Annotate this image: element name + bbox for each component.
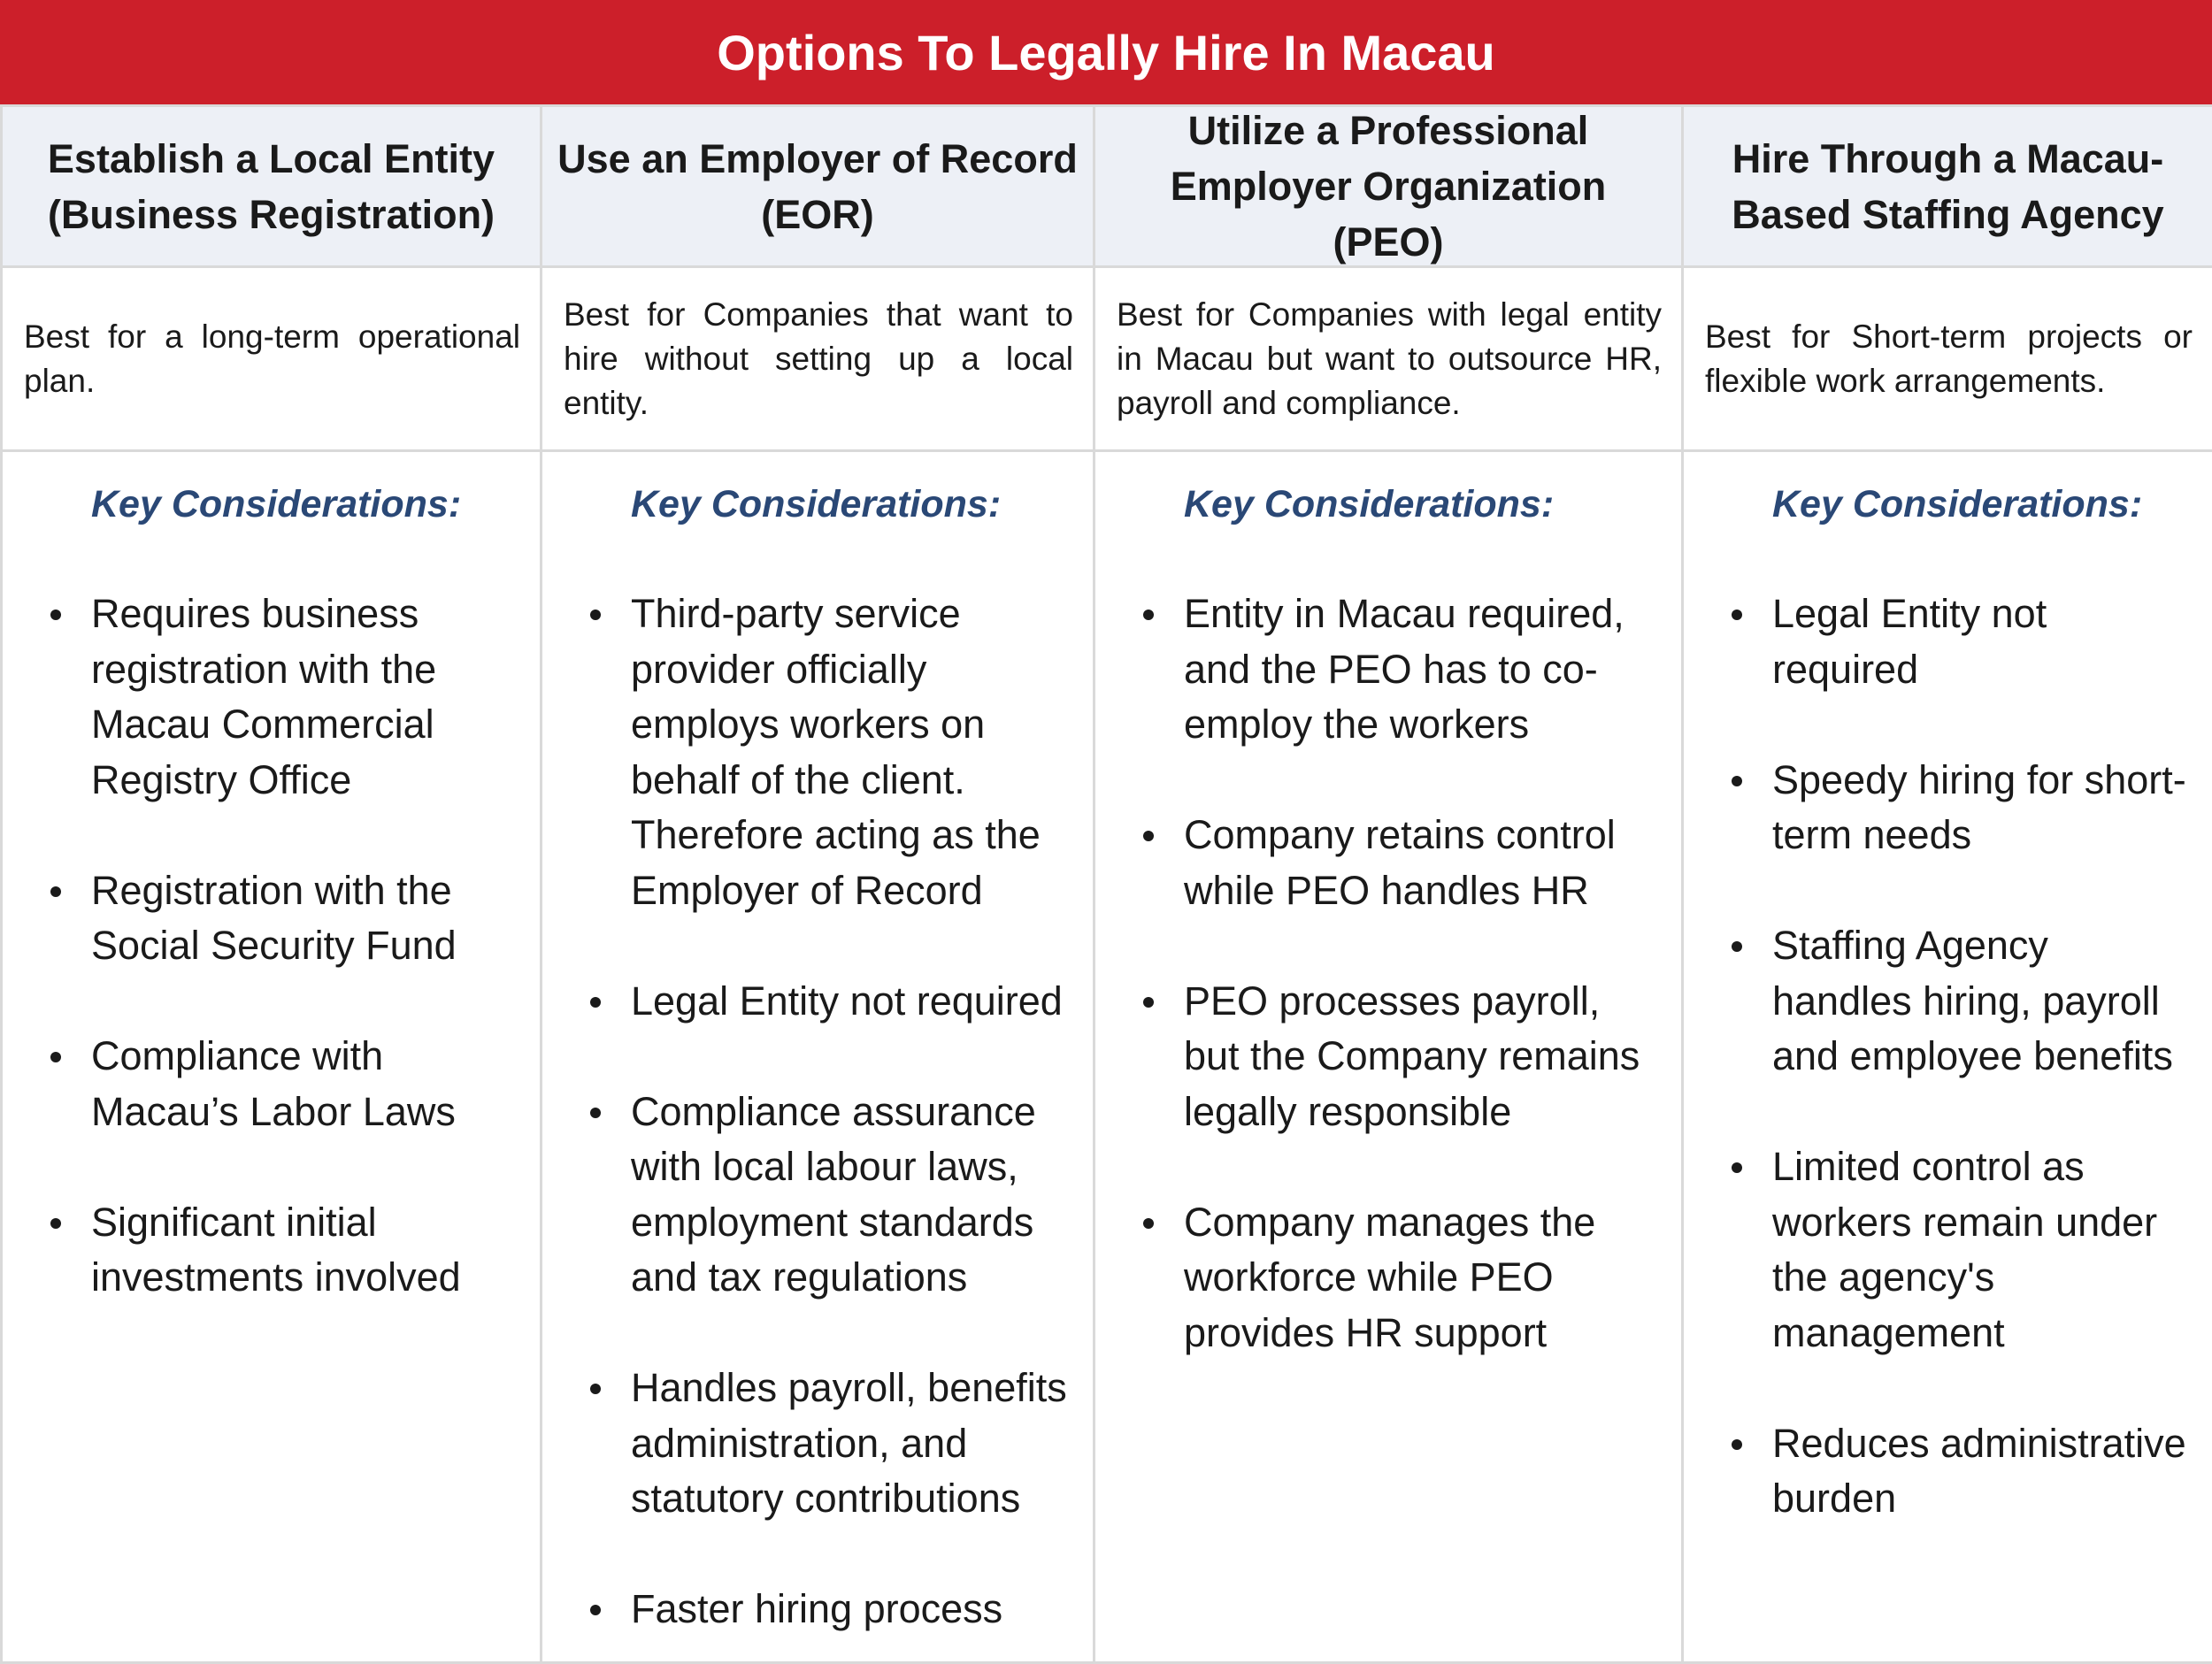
bullet-icon [1732, 941, 1742, 952]
key-considerations-label: Key Considerations: [1772, 483, 2143, 525]
list-item [3, 1195, 540, 1306]
list-item-text: Third-party service provider officially employs workers on behalf of the client. Therefore acting as the Employer of Record [631, 591, 1041, 913]
considerations-list [1684, 587, 2212, 1527]
best-for-peo [1095, 265, 1684, 449]
list-item-text: Staffing Agency handles hiring, payroll and employee benefits [1772, 923, 2173, 1078]
list-item-text: Company manages the workforce while PEO provides HR support [1184, 1199, 1596, 1355]
list-item [1684, 918, 2212, 1085]
list-item-text: Reduces administrative burden [1772, 1420, 2186, 1521]
bullet-icon [590, 1108, 601, 1118]
list-item [1095, 1195, 1681, 1361]
list-item-text: Handles payroll, benefits administration, and statutory contributions [631, 1365, 1067, 1521]
best-for-text: Best for a long-term operational plan. [24, 318, 520, 399]
list-item-text: Limited control as workers remain under the agency's management [1772, 1144, 2158, 1355]
key-considerations-label: Key Considerations: [631, 483, 1002, 525]
list-item [3, 587, 540, 808]
considerations-staffing-agency [1684, 449, 2212, 1664]
best-for-local-entity [3, 265, 542, 449]
list-item-text: Legal Entity not required [631, 978, 1063, 1024]
list-item-text: Compliance assurance with local labour laws, employment standards and tax regulations [631, 1088, 1036, 1300]
list-item-text: Requires business registration with the Macau Commercial Registry Office [91, 591, 437, 802]
column-heading-eor: Use an Employer of Record (EOR) [542, 104, 1095, 265]
list-item [542, 587, 1093, 918]
list-item [1095, 974, 1681, 1140]
list-item-text: Registration with the Social Security Fund [91, 867, 457, 968]
considerations-list [3, 587, 540, 1306]
list-item [3, 863, 540, 974]
bullet-icon [1732, 776, 1742, 786]
page-title: Options To Legally Hire In Macau [0, 0, 2212, 104]
list-item [542, 1582, 1093, 1637]
considerations-local-entity [3, 449, 542, 1664]
list-item [1095, 587, 1681, 753]
best-for-eor [542, 265, 1095, 449]
list-item [1684, 1416, 2212, 1527]
bullet-icon [1143, 1218, 1154, 1229]
key-considerations-label: Key Considerations: [91, 483, 462, 525]
bullet-icon [1732, 1162, 1742, 1173]
best-for-text: Best for Companies with legal entity in Macau but want to outsource HR, payroll and compliance. [1117, 295, 1662, 421]
list-item [1684, 587, 2212, 697]
options-table [0, 104, 2212, 1664]
list-item [542, 1085, 1093, 1306]
list-item-text: Speedy hiring for short-term needs [1772, 756, 2186, 857]
best-for-staffing-agency [1684, 265, 2212, 449]
list-item-text: Company retains control while PEO handles HR [1184, 812, 1616, 913]
best-for-text: Best for Companies that want to hire without setting up a local entity. [564, 295, 1073, 421]
bullet-icon [1732, 610, 1742, 620]
column-heading-staffing-agency: Hire Through a Macau-Based Staffing Agency [1684, 104, 2212, 265]
bullet-icon [1143, 997, 1154, 1008]
bullet-icon [1732, 1439, 1742, 1450]
bullet-icon [1143, 831, 1154, 841]
list-item [542, 1361, 1093, 1527]
bullet-icon [590, 1384, 601, 1394]
bullet-icon [50, 886, 61, 897]
list-item [542, 974, 1093, 1030]
considerations-list [1095, 587, 1681, 1361]
bullet-icon [50, 1052, 61, 1062]
key-considerations-label: Key Considerations: [1184, 483, 1555, 525]
list-item [1095, 808, 1681, 918]
bullet-icon [50, 1218, 61, 1229]
considerations-list [542, 587, 1093, 1637]
list-item-text: Compliance with Macau’s Labor Laws [91, 1033, 456, 1134]
considerations-eor [542, 449, 1095, 1664]
list-item [1684, 1139, 2212, 1361]
bullet-icon [1143, 610, 1154, 620]
list-item-text: Legal Entity not required [1772, 591, 2047, 692]
list-item-text: PEO processes payroll, but the Company remains legally responsible [1184, 978, 1640, 1134]
list-item [3, 1029, 540, 1139]
list-item-text: Faster hiring process [631, 1586, 1003, 1631]
list-item-text: Significant initial investments involved [91, 1199, 461, 1300]
best-for-text: Best for Short-term projects or flexible work arrangements. [1705, 318, 2193, 399]
bullet-icon [50, 610, 61, 620]
bullet-icon [590, 610, 601, 620]
list-item [1684, 753, 2212, 863]
list-item-text: Entity in Macau required, and the PEO has to co-employ the workers [1184, 591, 1624, 747]
bullet-icon [590, 997, 601, 1008]
bullet-icon [590, 1605, 601, 1615]
considerations-peo [1095, 449, 1684, 1664]
column-heading-peo: Utilize a Professional Employer Organization (PEO) [1095, 104, 1684, 265]
column-heading-local-entity: Establish a Local Entity (Business Registration) [3, 104, 542, 265]
